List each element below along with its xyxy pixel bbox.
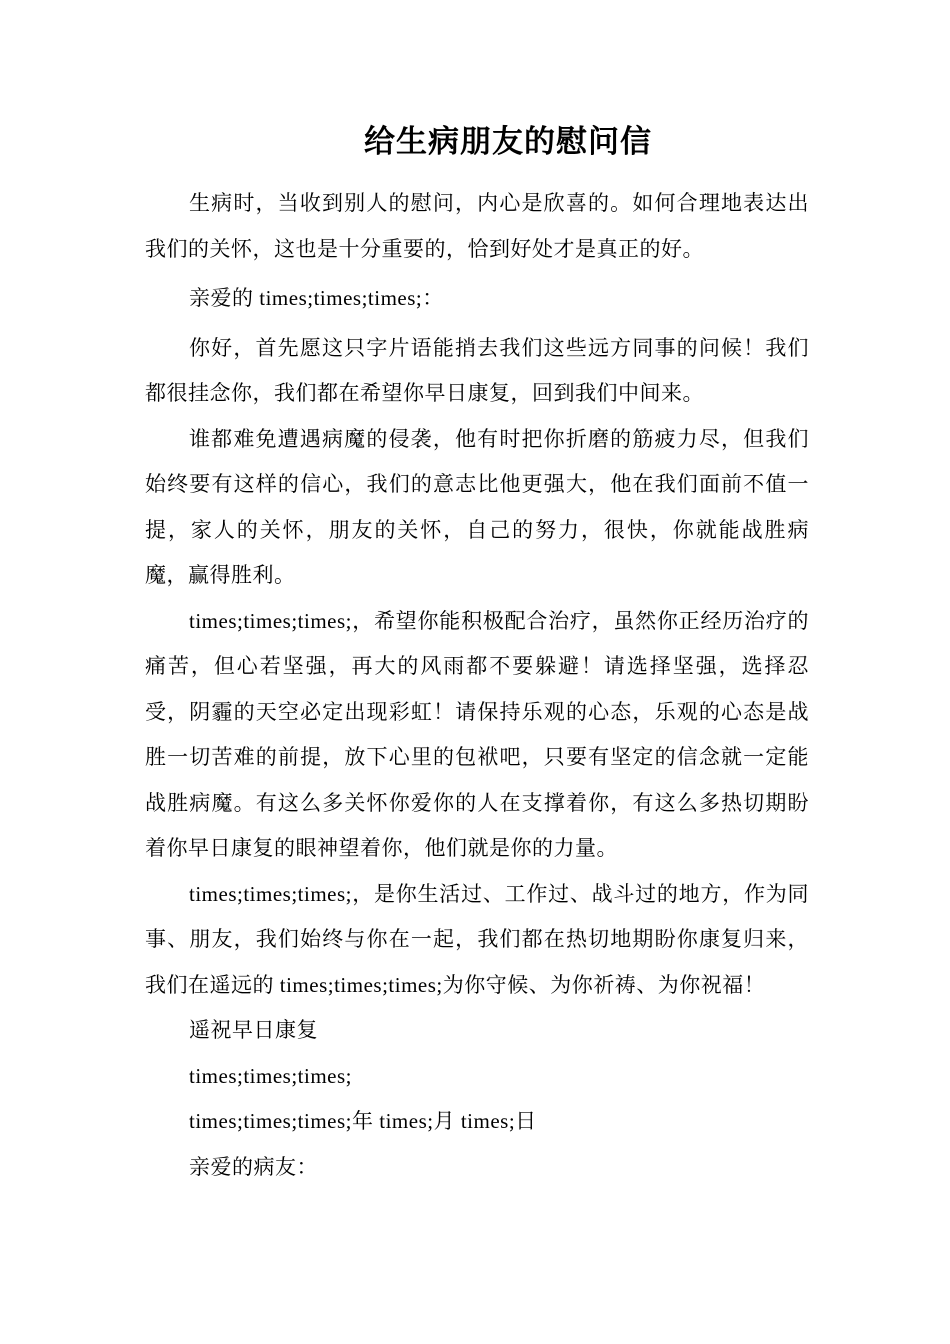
paragraph-greeting: 你好，首先愿这只字片语能捎去我们这些远方同事的问候！我们都很挂念你，我们都在希望你早日康复，回到我们中间来。 (145, 335, 809, 405)
paragraph-encouragement: 谁都难免遭遇病魔的侵袭，他有时把你折磨的筋疲力尽，但我们始终要有这样的信心，我们的意志比他更强大，他在我们面前不值一提，家人的关怀，朋友的关怀，自己的努力，很快，你就能战胜病魔，赢得胜利。 (145, 426, 809, 587)
paragraph-second-salutation: 亲爱的病友： (189, 1154, 318, 1179)
document-title: 给生病朋友的慰问信 (364, 124, 652, 159)
paragraph-date: times;times;times;年 times;月 times;日 (189, 1109, 537, 1133)
paragraph-signature: times;times;times; (189, 1063, 352, 1088)
paragraph-closing-wish: 遥祝早日康复 (189, 1018, 318, 1042)
paragraph-together: times;times;times;，是你生活过、工作过、战斗过的地方，作为同事、朋友，我们始终与你在一起，我们都在热切地期盼你康复归来，我们在遥远的 times;times;times;为你守候、为你祈祷、为你祝福！ (145, 881, 809, 997)
paragraph-hope: times;times;times;，希望你能积极配合治疗，虽然你正经历治疗的痛苦，但心若坚强，再大的风雨都不要躲避！请选择坚强，选择忍受，阴霾的天空必定出现彩虹！请保持乐观的心态，乐观的心态是战胜一切苦难的前提，放下心里的包袱吧，只要有坚定的信念就一定能战胜病魔。有这么多关怀你爱你的人在支撑着你，有这么多热切期盼着你早日康复的眼神望着你，他们就是你的力量。 (145, 608, 809, 860)
paragraph-salutation: 亲爱的 times;times;times;： (189, 286, 444, 310)
document-body (145, 181, 809, 1190)
paragraph-intro: 生病时，当收到别人的慰问，内心是欣喜的。如何合理地表达出我们的关怀，这也是十分重要的，恰到好处才是真正的好。 (145, 191, 809, 261)
